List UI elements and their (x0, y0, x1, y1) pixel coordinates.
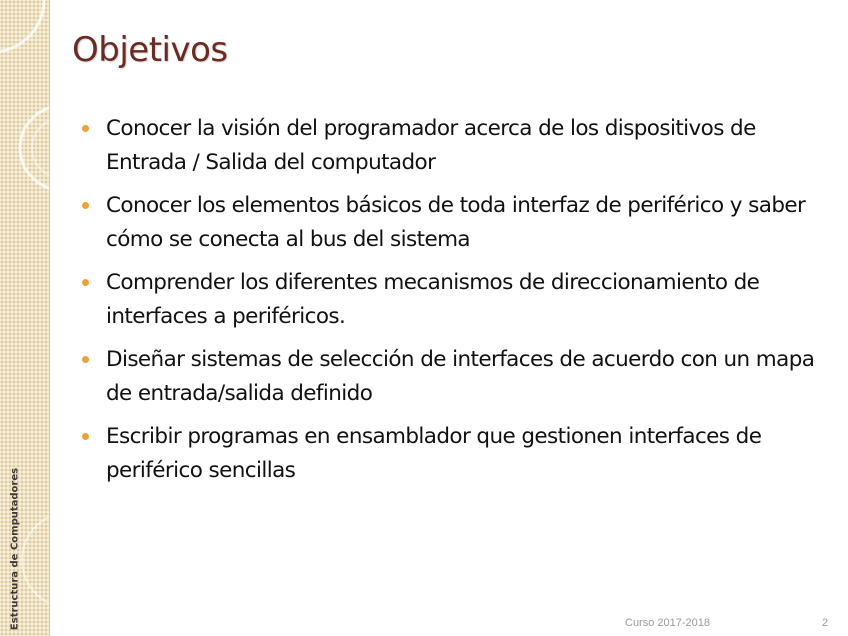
bullet-text: Diseñar sistemas de selección de interfaces de acuerdo con un mapa de entrada/salida definido (106, 347, 815, 406)
objectives-list (80, 112, 822, 497)
list-item (80, 343, 822, 411)
bullet-icon (82, 202, 89, 209)
bullet-text: Comprender los diferentes mecanismos de direccionamiento de interfaces a periféricos. (106, 270, 760, 329)
bullet-text: Conocer la visión del programador acerca de los dispositivos de Entrada / Salida del computador (106, 116, 756, 175)
side-label: Estructura de Computadores (9, 467, 21, 631)
bullet-icon (82, 356, 89, 363)
list-item (80, 420, 822, 488)
bullet-icon (82, 433, 89, 440)
list-item (80, 189, 822, 257)
list-item (80, 112, 822, 180)
slide-title: Objetivos (72, 30, 228, 70)
list-item (80, 266, 822, 334)
page-number: 2 (822, 617, 829, 629)
bullet-text: Escribir programas en ensamblador que gestionen interfaces de periférico sencillas (106, 424, 762, 483)
bullet-icon (82, 279, 89, 286)
footer-course: Curso 2017-2018 (625, 617, 711, 629)
bullet-icon (82, 125, 89, 132)
bullet-text: Conocer los elementos básicos de toda interfaz de periférico y saber cómo se conecta al bus del sistema (106, 193, 806, 252)
